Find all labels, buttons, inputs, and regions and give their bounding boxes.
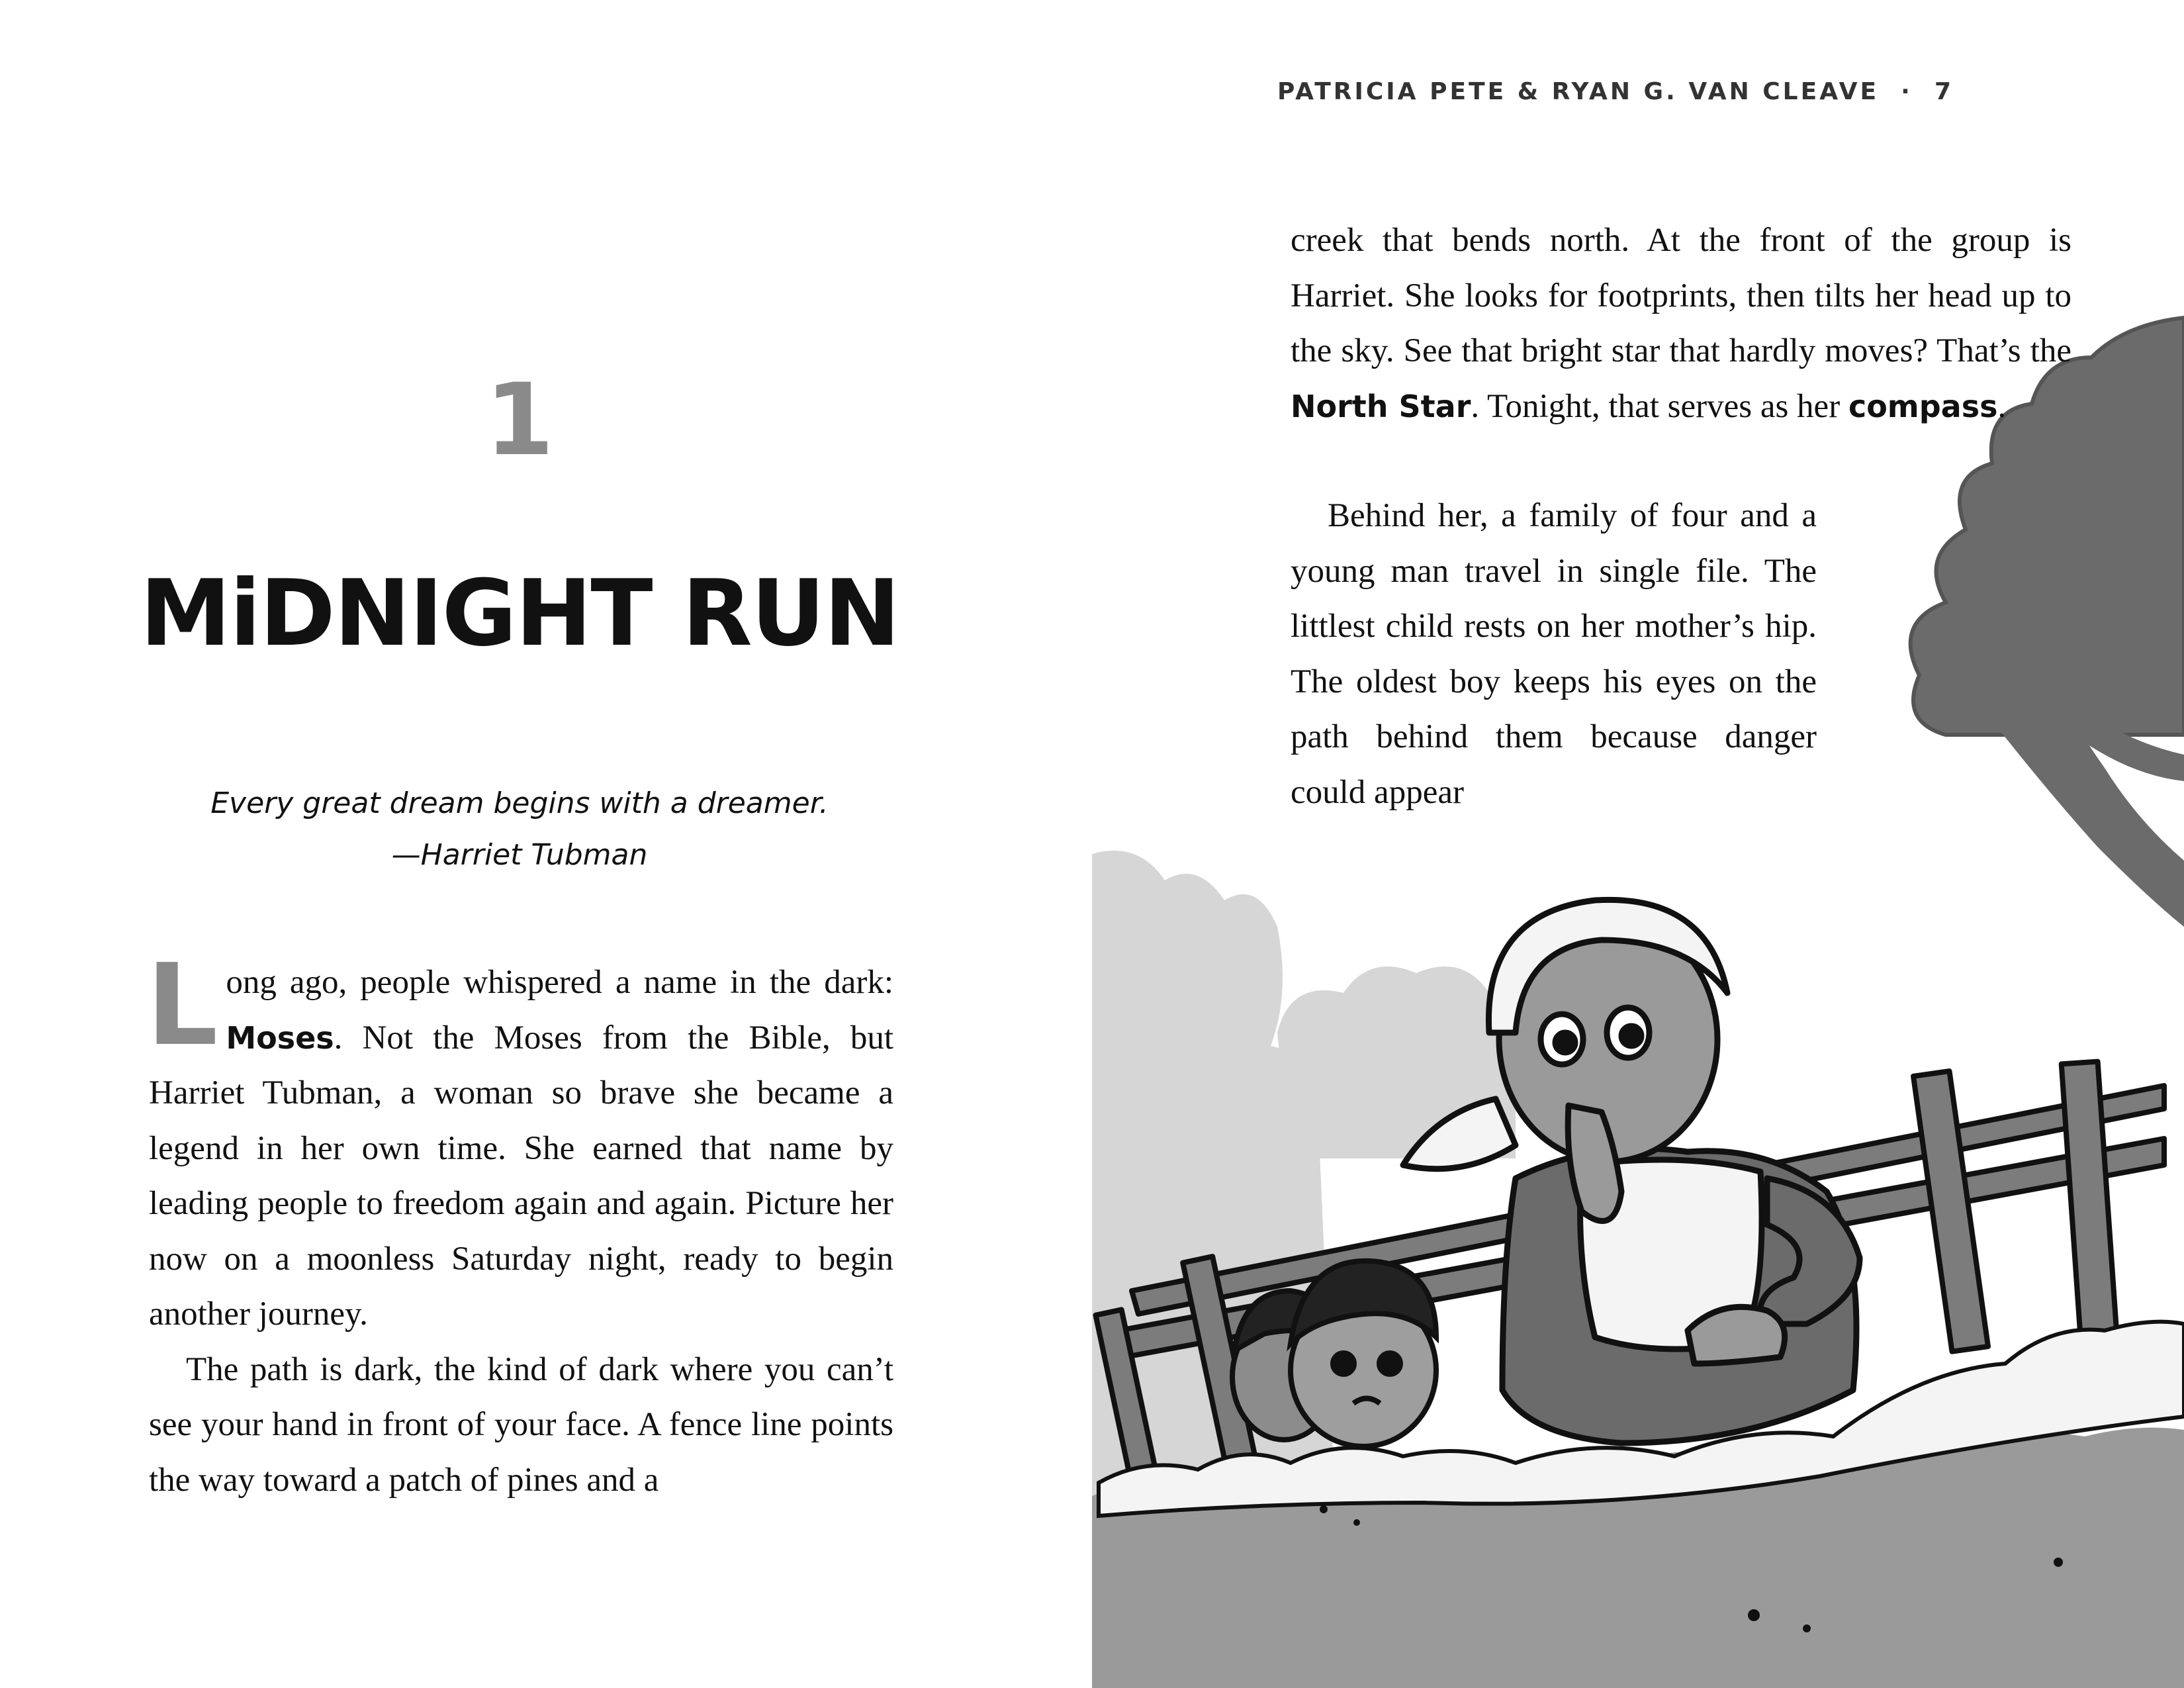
right-page — [1092, 0, 2184, 1688]
glossary-term-compass: compass — [1848, 388, 1998, 424]
epigraph-attribution: —Harriet Tubman — [391, 838, 648, 872]
right-body-text — [1291, 213, 2071, 434]
paragraph — [1291, 213, 2071, 434]
text-run: . — [1997, 387, 2007, 425]
left-body-text — [146, 940, 893, 1508]
running-head — [1277, 78, 1954, 105]
epigraph — [0, 778, 1039, 881]
text-run: ong ago, people whispered a name in the dark: — [226, 964, 893, 1001]
paragraph: The path is dark, the kind of dark where you can’t see your hand in front of your face. A fence line points the way toward a patch of pines and a — [149, 1350, 893, 1499]
glossary-term-moses: Moses — [226, 1019, 334, 1056]
epigraph-quote: Every great dream begins with a dreamer. — [210, 786, 829, 820]
chapter-number: 1 — [484, 363, 555, 478]
child-front — [1291, 1261, 1436, 1446]
drop-cap: L — [146, 940, 218, 1071]
chapter-title: MiDNIGHT RUN — [140, 560, 899, 667]
harriet-hand — [1688, 1307, 1785, 1364]
separator: · — [1901, 78, 1913, 105]
page-number: 7 — [1934, 78, 1954, 105]
right-body-text-narrow — [1291, 489, 1817, 820]
paragraph — [146, 940, 893, 1342]
glossary-term-north-star: North Star — [1291, 388, 1471, 424]
text-run: creek that bends north. At the front of the group is Harriet. She looks for footprints, then tilts her head up to the sky. See that bright star that hardly moves? That’s the — [1291, 222, 2071, 369]
paragraph: Behind her, a family of four and a young man travel in single file. The littlest child rests on her mother’s hip. The oldest boy keeps his eyes on the path behind them because danger could appear — [1291, 497, 1817, 811]
text-run: . Not the Moses from the Bible, but Harriet Tubman, a woman so brave she became a legend in her own time. She earned that name by leading people to freedom again and again. Picture her now on a moonless Saturday night, ready to begin another journey. — [149, 1019, 893, 1333]
author-names: PATRICIA PETE & RYAN G. VAN CLEAVE — [1277, 78, 1880, 105]
text-run: . Tonight, that serves as her — [1471, 387, 1848, 425]
